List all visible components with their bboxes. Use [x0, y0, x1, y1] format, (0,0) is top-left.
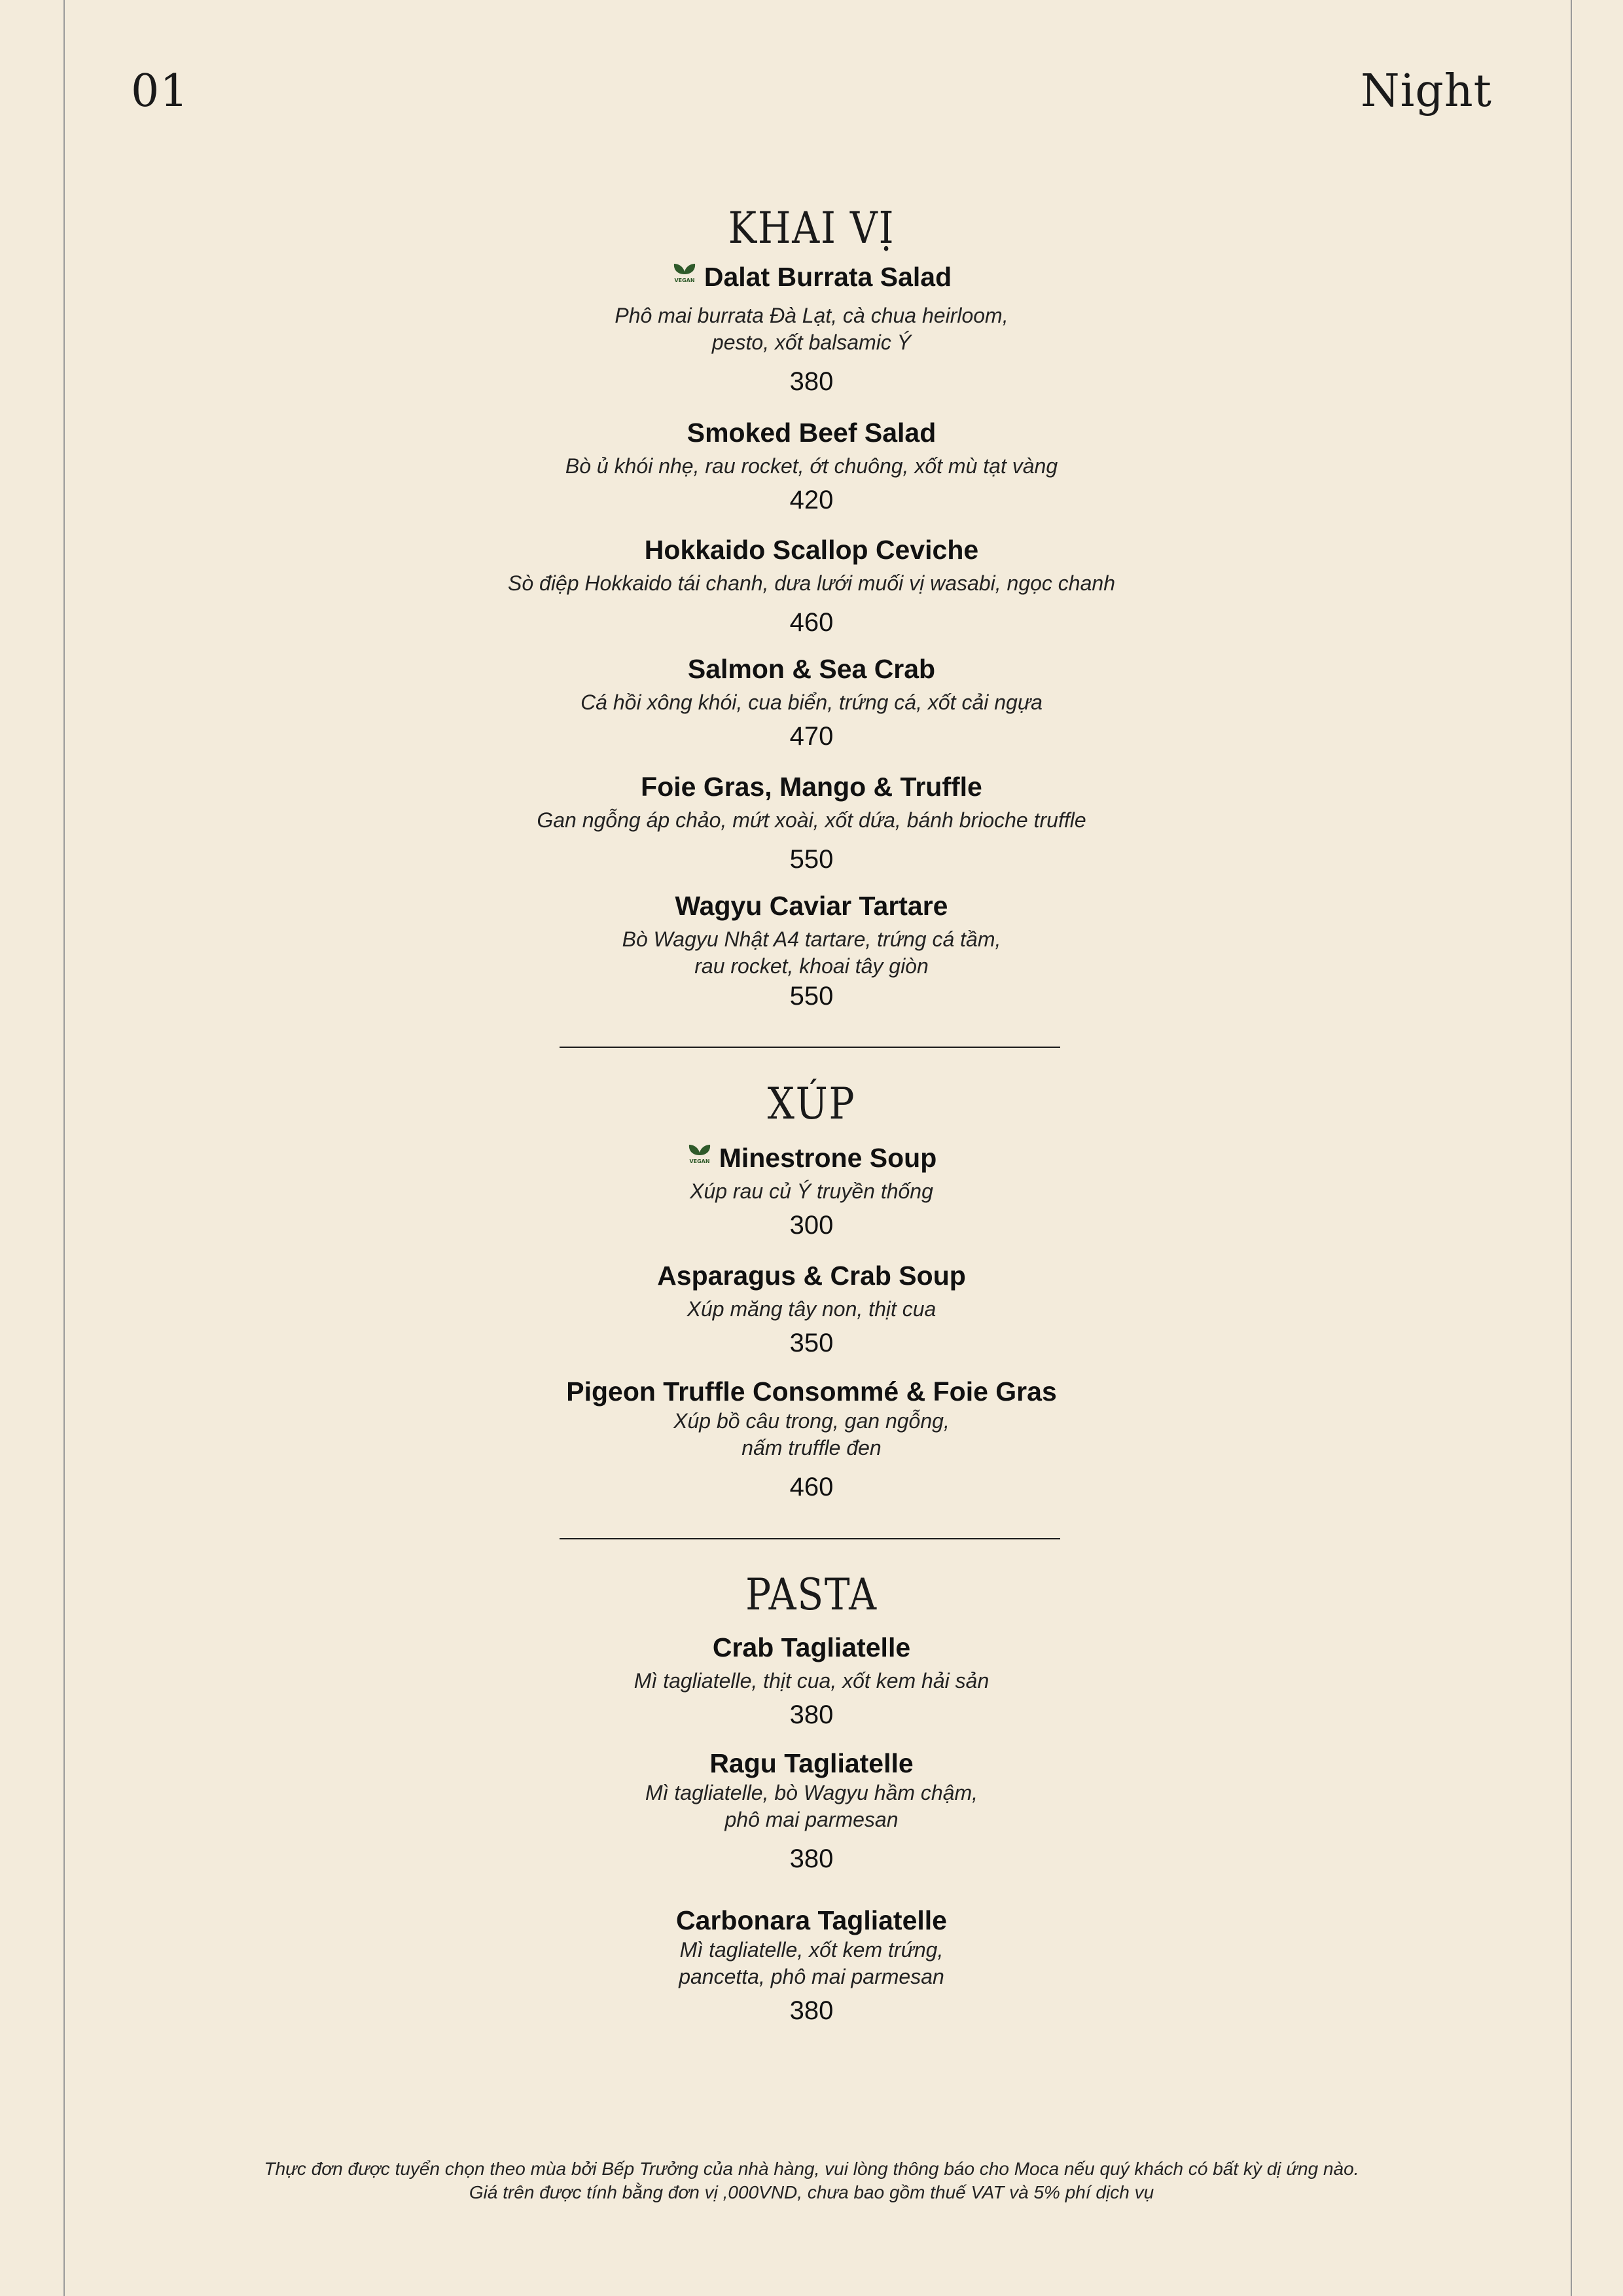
- item-description: pesto, xốt balsamic Ý: [711, 331, 912, 354]
- item-name: Foie Gras, Mango & Truffle: [641, 772, 982, 802]
- menu-item: [0, 260, 1623, 398]
- item-description: rau rocket, khoai tây giòn: [694, 954, 929, 978]
- section-divider: [560, 1538, 1060, 1539]
- menu-item: [0, 1375, 1623, 1503]
- section-title-khai-vi: KHAI VỊ: [728, 203, 895, 253]
- item-price: 420: [789, 486, 834, 514]
- menu-item: [0, 533, 1623, 639]
- item-price: 470: [789, 722, 834, 751]
- menu-item: [0, 1747, 1623, 1875]
- item-price: 550: [789, 845, 834, 874]
- item-description: Xúp rau củ Ý truyền thống: [690, 1179, 933, 1203]
- item-price: 380: [789, 1996, 834, 2025]
- page-number: 01: [131, 65, 189, 117]
- item-description: Mì tagliatelle, thịt cua, xốt kem hải sản: [633, 1669, 990, 1693]
- item-name: Crab Tagliatelle: [712, 1632, 911, 1662]
- item-description: Mì tagliatelle, xốt kem trứng,: [679, 1938, 944, 1962]
- menu-item: [0, 770, 1623, 876]
- item-name: Smoked Beef Salad: [687, 418, 936, 448]
- footer-line: Thực đơn được tuyển chọn theo mùa bởi Bếp Trưởng của nhà hàng, vui lòng thông báo cho Moca nếu quý khách có bất kỳ dị ứng nào.: [264, 2159, 1359, 2179]
- item-description: Xúp bồ câu trong, gan ngỗng,: [673, 1409, 950, 1433]
- item-description: Cá hồi xông khói, cua biển, trứng cá, xốt cải ngựa: [580, 691, 1043, 714]
- item-description: nấm truffle đen: [741, 1436, 882, 1460]
- menu-item: [0, 1904, 1623, 2027]
- service-label: Night: [1361, 65, 1492, 117]
- menu-item: [0, 889, 1623, 1013]
- item-name: Salmon & Sea Crab: [687, 654, 936, 684]
- section-title-xup: XÚP: [767, 1079, 856, 1129]
- item-price: 350: [789, 1329, 834, 1357]
- item-price: 300: [789, 1211, 834, 1240]
- item-name: Ragu Tagliatelle: [709, 1748, 914, 1778]
- item-name: Minestrone Soup: [719, 1143, 937, 1173]
- section-divider: [560, 1047, 1060, 1048]
- item-name: Carbonara Tagliatelle: [676, 1905, 947, 1935]
- item-price: 460: [789, 1473, 834, 1501]
- menu-item: [0, 1141, 1623, 1242]
- item-name: Hokkaido Scallop Ceviche: [644, 535, 979, 565]
- item-description: Mì tagliatelle, bò Wagyu hầm chậm,: [645, 1781, 978, 1804]
- menu-item: [0, 653, 1623, 753]
- menu-item: [0, 1631, 1623, 1731]
- item-description: Bò Wagyu Nhật A4 tartare, trứng cá tầm,: [622, 927, 1001, 951]
- item-name: Wagyu Caviar Tartare: [675, 891, 948, 921]
- item-price: 460: [789, 608, 834, 637]
- menu-item: [0, 1259, 1623, 1359]
- item-description: Phô mai burrata Đà Lạt, cà chua heirloom,: [615, 304, 1008, 327]
- item-name: Pigeon Truffle Consommé & Foie Gras: [566, 1376, 1057, 1407]
- item-description: Bò ủ khói nhẹ, rau rocket, ớt chuông, xốt mù tạt vàng: [565, 454, 1058, 478]
- footer-note: [0, 2157, 1623, 2204]
- item-description: pancetta, phô mai parmesan: [679, 1965, 944, 1988]
- vegan-label: VEGAN: [689, 1158, 710, 1164]
- item-price: 380: [789, 367, 834, 396]
- item-description: Sò điệp Hokkaido tái chanh, dưa lưới muối vị wasabi, ngọc chanh: [508, 571, 1115, 595]
- item-description: phô mai parmesan: [724, 1808, 899, 1831]
- vegan-leaf-icon: [687, 1142, 713, 1164]
- menu-item: [0, 416, 1623, 516]
- vegan-label: VEGAN: [674, 278, 695, 283]
- item-price: 550: [789, 982, 834, 1011]
- item-name: Asparagus & Crab Soup: [657, 1261, 966, 1291]
- vegan-leaf-icon: [671, 261, 698, 283]
- item-price: 380: [789, 1844, 834, 1873]
- item-description: Gan ngỗng áp chảo, mứt xoài, xốt dứa, bánh brioche truffle: [537, 808, 1086, 832]
- section-title-pasta: PASTA: [745, 1570, 878, 1620]
- footer-line: Giá trên được tính bằng đơn vị ,000VND, chưa bao gồm thuế VAT và 5% phí dịch vụ: [469, 2182, 1154, 2202]
- item-price: 380: [789, 1700, 834, 1729]
- item-name: Dalat Burrata Salad: [704, 262, 952, 292]
- item-description: Xúp măng tây non, thịt cua: [687, 1297, 936, 1321]
